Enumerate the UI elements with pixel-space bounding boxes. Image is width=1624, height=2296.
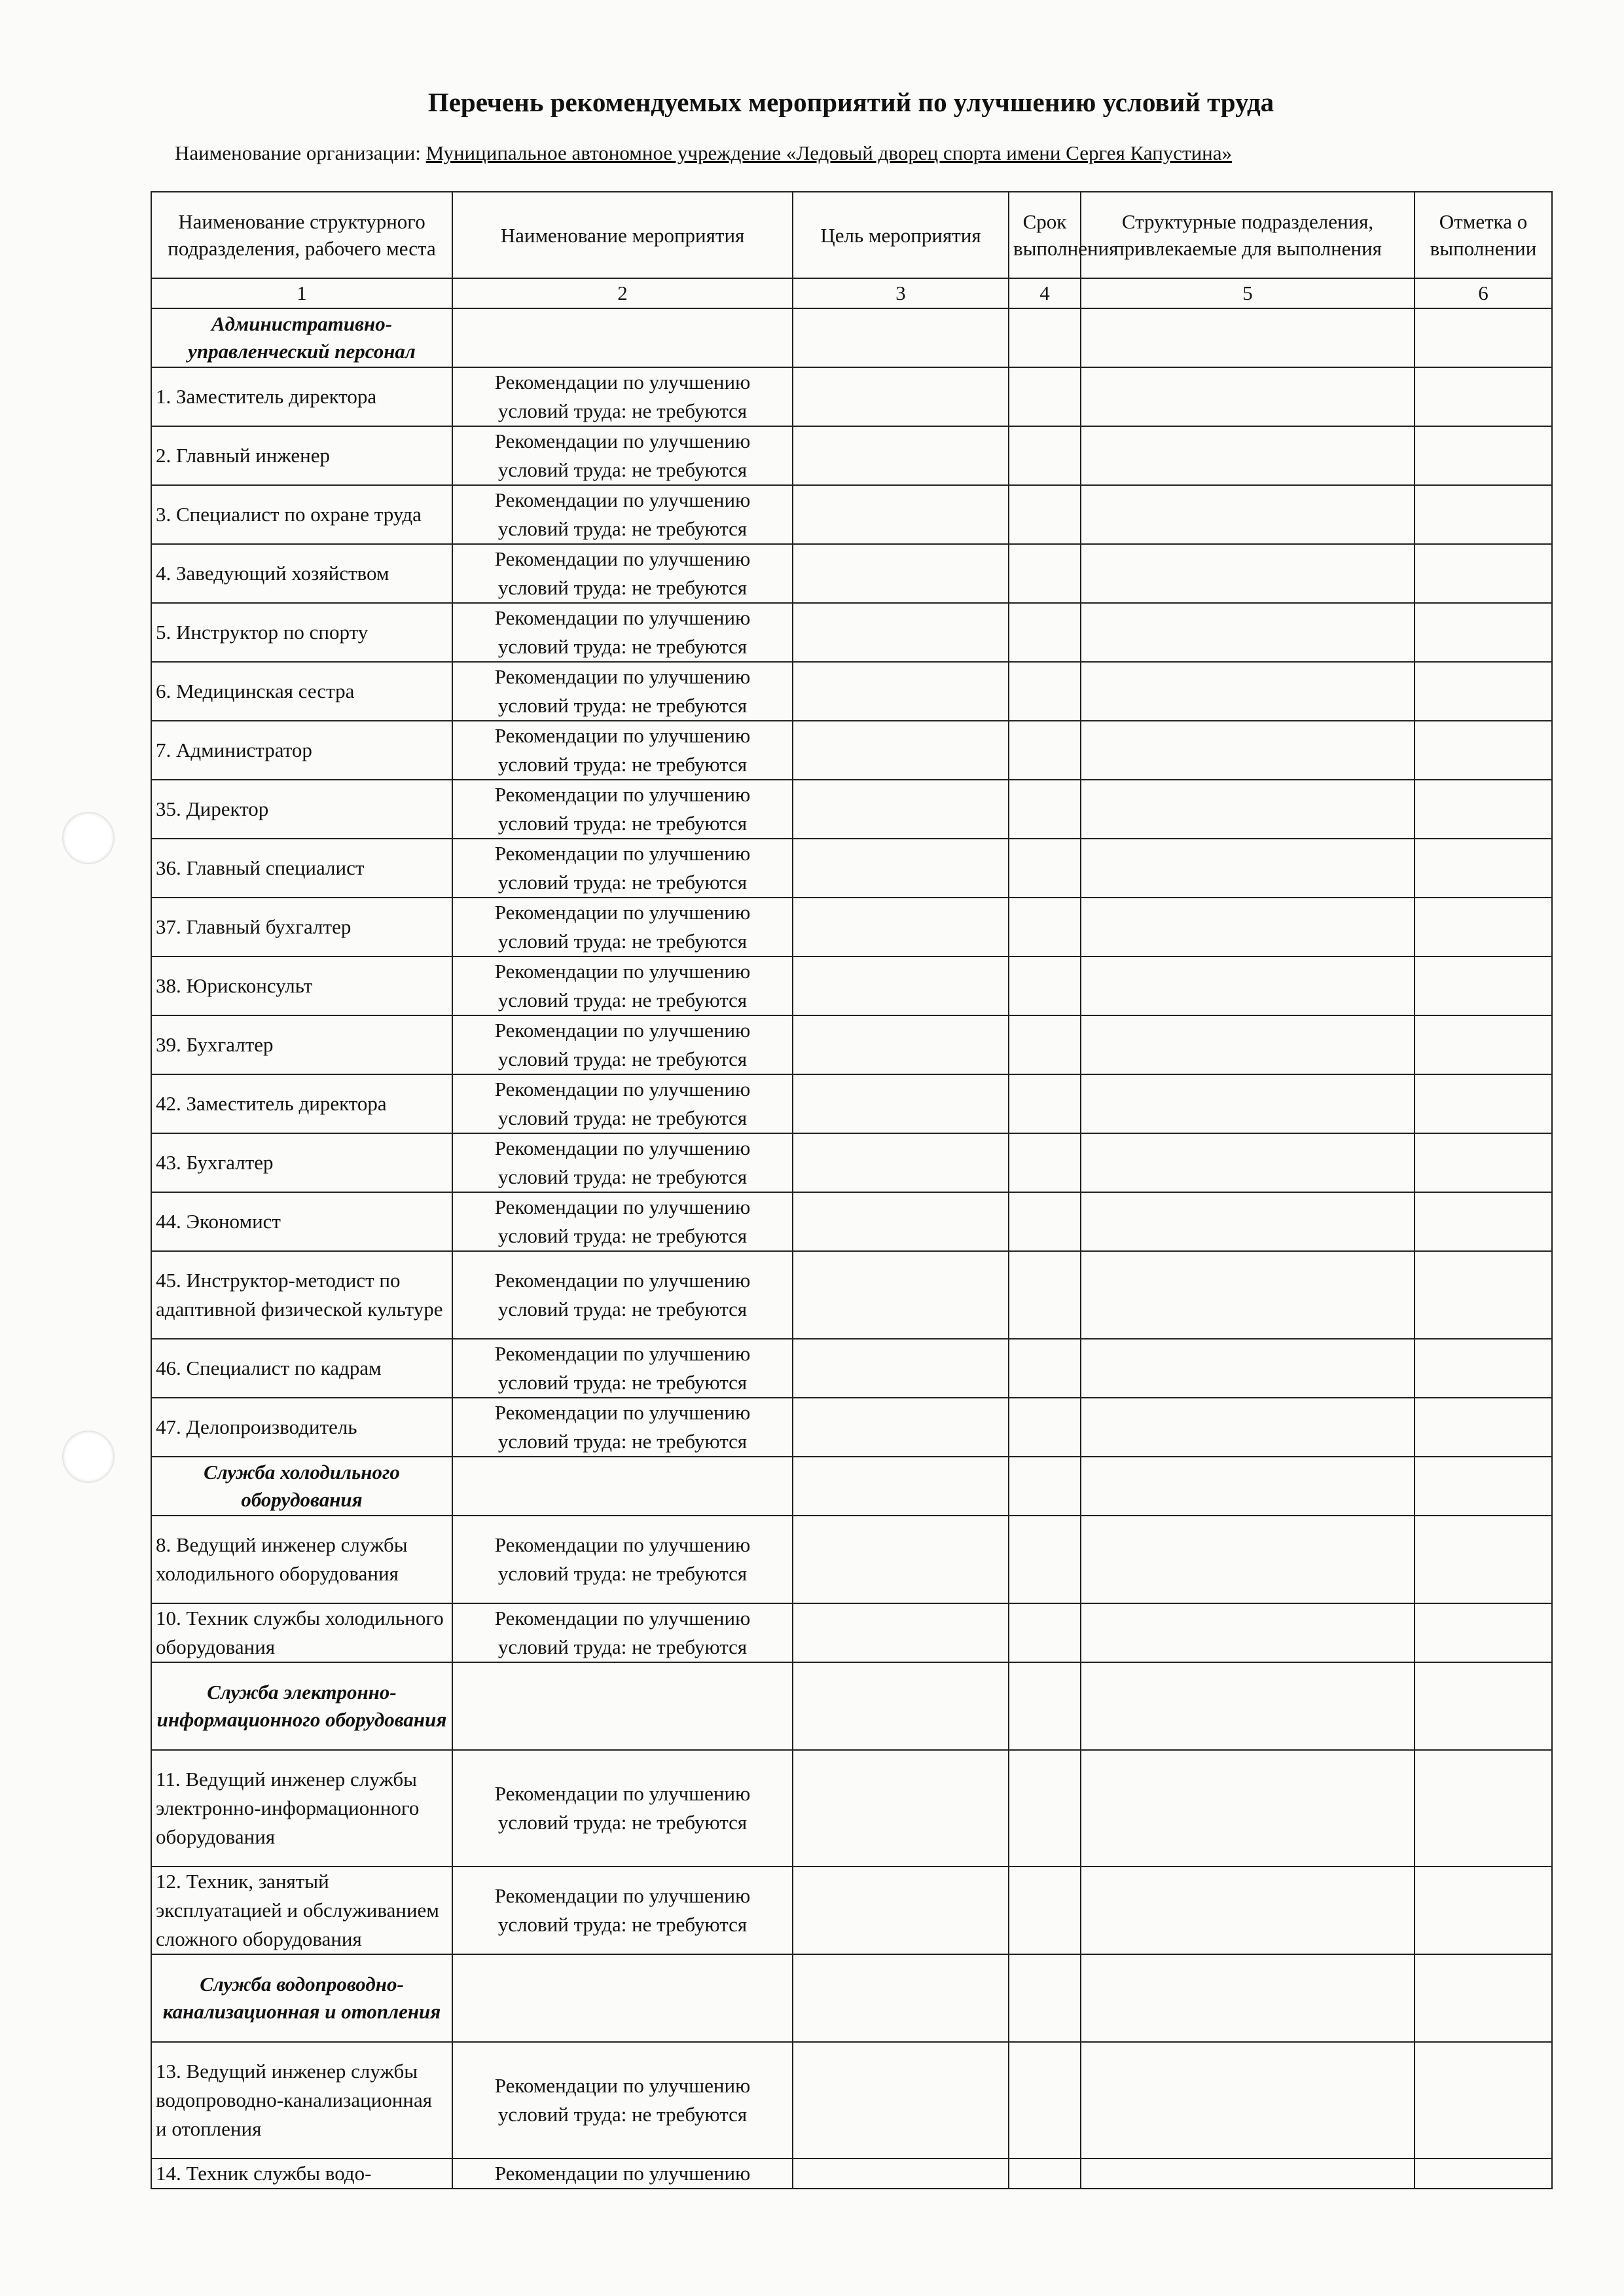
empty-cell — [793, 426, 1009, 485]
empty-cell — [1415, 1251, 1552, 1339]
empty-cell — [1415, 1015, 1552, 1074]
measure-text: Рекомендации по улучшению условий труда: не требуются — [452, 839, 793, 898]
empty-cell — [793, 544, 1009, 603]
workplace-name: 3. Специалист по охране труда — [151, 485, 452, 544]
workplace-name: 13. Ведущий инженер службы водопроводно-канализационная и отопления — [151, 2042, 452, 2159]
empty-cell — [1081, 1133, 1415, 1192]
section-name: Служба водопроводно-канализационная и отопления — [151, 1954, 452, 2042]
empty-cell — [1415, 898, 1552, 957]
workplace-name: 14. Техник службы водо- — [151, 2159, 452, 2189]
organization-label: Наименование организации: — [175, 141, 421, 164]
empty-cell — [1415, 1954, 1552, 2042]
column-number: 1 — [151, 278, 452, 308]
empty-cell — [1009, 2042, 1081, 2159]
empty-cell — [1009, 839, 1081, 898]
empty-cell — [793, 662, 1009, 721]
empty-cell — [793, 1015, 1009, 1074]
empty-cell — [793, 603, 1009, 662]
document-title: Перечень рекомендуемых мероприятий по улучшению условий труда — [427, 87, 1274, 117]
empty-cell — [1081, 1192, 1415, 1251]
table-row — [151, 485, 1552, 544]
document-page — [151, 79, 1551, 2189]
empty-cell — [1415, 1662, 1552, 1750]
measure-text: Рекомендации по улучшению условий труда: не требуются — [452, 957, 793, 1015]
empty-cell — [1415, 1133, 1552, 1192]
empty-cell — [1081, 1867, 1415, 1954]
workplace-name: 44. Экономист — [151, 1192, 452, 1251]
empty-cell — [1081, 721, 1415, 780]
table-row — [151, 662, 1552, 721]
table-row — [151, 1015, 1552, 1074]
empty-cell — [793, 367, 1009, 426]
measure-text: Рекомендации по улучшению условий труда: не требуются — [452, 1867, 793, 1954]
empty-cell — [1415, 1750, 1552, 1867]
workplace-name: 8. Ведущий инженер службы холодильного оборудования — [151, 1516, 452, 1603]
measure-text: Рекомендации по улучшению — [452, 2159, 793, 2189]
empty-cell — [1415, 1339, 1552, 1398]
section-row — [151, 1662, 1552, 1750]
empty-cell — [1009, 1339, 1081, 1398]
measure-text: Рекомендации по улучшению условий труда: не требуются — [452, 1251, 793, 1339]
empty-cell — [1081, 485, 1415, 544]
workplace-name: 7. Администратор — [151, 721, 452, 780]
empty-cell — [452, 308, 793, 367]
empty-cell — [1081, 1251, 1415, 1339]
empty-cell — [452, 1662, 793, 1750]
empty-cell — [793, 2042, 1009, 2159]
empty-cell — [1415, 1867, 1552, 1954]
table-row — [151, 957, 1552, 1015]
empty-cell — [1081, 426, 1415, 485]
section-name: Служба электронно-информационного оборудования — [151, 1662, 452, 1750]
empty-cell — [1081, 603, 1415, 662]
empty-cell — [1081, 2042, 1415, 2159]
empty-cell — [1009, 1457, 1081, 1516]
empty-cell — [1081, 367, 1415, 426]
empty-cell — [1415, 780, 1552, 839]
empty-cell — [1009, 1867, 1081, 1954]
empty-cell — [793, 1954, 1009, 2042]
empty-cell — [793, 898, 1009, 957]
empty-cell — [793, 1398, 1009, 1457]
workplace-name: 35. Директор — [151, 780, 452, 839]
empty-cell — [1415, 2042, 1552, 2159]
punch-hole — [62, 812, 115, 864]
empty-cell — [1415, 721, 1552, 780]
workplace-name: 36. Главный специалист — [151, 839, 452, 898]
empty-cell — [1415, 1074, 1552, 1133]
empty-cell — [793, 721, 1009, 780]
empty-cell — [1081, 1015, 1415, 1074]
empty-cell — [793, 1339, 1009, 1398]
empty-cell — [1415, 367, 1552, 426]
measure-text: Рекомендации по улучшению условий труда: не требуются — [452, 485, 793, 544]
empty-cell — [1081, 1662, 1415, 1750]
empty-cell — [1009, 662, 1081, 721]
measure-text: Рекомендации по улучшению условий труда: не требуются — [452, 1339, 793, 1398]
section-row — [151, 1457, 1552, 1516]
column-number: 6 — [1415, 278, 1552, 308]
column-number: 3 — [793, 278, 1009, 308]
measure-text: Рекомендации по улучшению условий труда: не требуются — [452, 603, 793, 662]
empty-cell — [1009, 1251, 1081, 1339]
measures-table — [151, 191, 1553, 2189]
empty-cell — [1009, 1603, 1081, 1662]
empty-cell — [1009, 898, 1081, 957]
measure-text: Рекомендации по улучшению условий труда: не требуются — [452, 1750, 793, 1867]
empty-cell — [793, 780, 1009, 839]
measure-text: Рекомендации по улучшению условий труда: не требуются — [452, 1074, 793, 1133]
table-row — [151, 1867, 1552, 1954]
empty-cell — [1415, 485, 1552, 544]
table-row — [151, 721, 1552, 780]
measure-text: Рекомендации по улучшению условий труда: не требуются — [452, 1398, 793, 1457]
empty-cell — [1009, 1662, 1081, 1750]
empty-cell — [1009, 721, 1081, 780]
table-row — [151, 2042, 1552, 2159]
measure-text: Рекомендации по улучшению условий труда: не требуются — [452, 1133, 793, 1192]
table-row — [151, 1251, 1552, 1339]
workplace-name: 4. Заведующий хозяйством — [151, 544, 452, 603]
empty-cell — [1081, 1750, 1415, 1867]
workplace-name: 10. Техник службы холодильного оборудования — [151, 1603, 452, 1662]
measure-text: Рекомендации по улучшению условий труда: не требуются — [452, 780, 793, 839]
empty-cell — [1009, 544, 1081, 603]
empty-cell — [1415, 1398, 1552, 1457]
empty-cell — [1415, 2159, 1552, 2189]
column-number: 2 — [452, 278, 793, 308]
measure-text: Рекомендации по улучшению условий труда: не требуются — [452, 2042, 793, 2159]
measure-text: Рекомендации по улучшению условий труда: не требуются — [452, 898, 793, 957]
empty-cell — [1081, 1339, 1415, 1398]
header-completion-mark: Отметка о выполнении — [1415, 192, 1552, 278]
empty-cell — [1081, 1457, 1415, 1516]
empty-cell — [1009, 485, 1081, 544]
empty-cell — [793, 1867, 1009, 1954]
workplace-name: 2. Главный инженер — [151, 426, 452, 485]
table-row — [151, 426, 1552, 485]
empty-cell — [1009, 1074, 1081, 1133]
measure-text: Рекомендации по улучшению условий труда: не требуются — [452, 1603, 793, 1662]
empty-cell — [793, 1457, 1009, 1516]
workplace-name: 43. Бухгалтер — [151, 1133, 452, 1192]
measure-text: Рекомендации по улучшению условий труда: не требуются — [452, 367, 793, 426]
empty-cell — [793, 1192, 1009, 1251]
empty-cell — [1009, 1516, 1081, 1603]
header-deadline: Срок выполнения — [1009, 192, 1081, 278]
header-workplace: Наименование структурного подразделения, рабочего места — [151, 192, 452, 278]
header-goal: Цель мероприятия — [793, 192, 1009, 278]
empty-cell — [793, 1662, 1009, 1750]
empty-cell — [1009, 957, 1081, 1015]
workplace-name: 38. Юрисконсульт — [151, 957, 452, 1015]
workplace-name: 39. Бухгалтер — [151, 1015, 452, 1074]
empty-cell — [793, 2159, 1009, 2189]
section-name: Служба холодильного оборудования — [151, 1457, 452, 1516]
empty-cell — [1081, 1398, 1415, 1457]
table-row — [151, 1516, 1552, 1603]
empty-cell — [793, 1750, 1009, 1867]
table-header-row — [151, 192, 1552, 278]
empty-cell — [1081, 544, 1415, 603]
column-number: 5 — [1081, 278, 1415, 308]
empty-cell — [1009, 367, 1081, 426]
workplace-name: 42. Заместитель директора — [151, 1074, 452, 1133]
empty-cell — [1415, 1192, 1552, 1251]
empty-cell — [1081, 898, 1415, 957]
empty-cell — [1081, 308, 1415, 367]
measure-text: Рекомендации по улучшению условий труда: не требуются — [452, 721, 793, 780]
measure-text: Рекомендации по улучшению условий труда: не требуются — [452, 662, 793, 721]
column-number: 4 — [1009, 278, 1081, 308]
section-row — [151, 1954, 1552, 2042]
empty-cell — [793, 1251, 1009, 1339]
empty-cell — [1081, 1603, 1415, 1662]
empty-cell — [1415, 308, 1552, 367]
empty-cell — [1081, 780, 1415, 839]
empty-cell — [1415, 839, 1552, 898]
table-row — [151, 544, 1552, 603]
header-departments: Структурные подразделения, привлекаемые для выполнения — [1081, 192, 1415, 278]
table-row — [151, 1603, 1552, 1662]
workplace-name: 37. Главный бухгалтер — [151, 898, 452, 957]
table-row — [151, 603, 1552, 662]
empty-cell — [1081, 1954, 1415, 2042]
table-row — [151, 2159, 1552, 2189]
table-row — [151, 1750, 1552, 1867]
workplace-name: 11. Ведущий инженер службы электронно-информационного оборудования — [151, 1750, 452, 1867]
empty-cell — [793, 1603, 1009, 1662]
empty-cell — [793, 839, 1009, 898]
measure-text: Рекомендации по улучшению условий труда: не требуются — [452, 1015, 793, 1074]
empty-cell — [1009, 1750, 1081, 1867]
table-row — [151, 367, 1552, 426]
empty-cell — [1415, 957, 1552, 1015]
column-numbers-row — [151, 278, 1552, 308]
organization-line — [175, 141, 1551, 165]
empty-cell — [1081, 2159, 1415, 2189]
empty-cell — [1415, 1457, 1552, 1516]
workplace-name: 47. Делопроизводитель — [151, 1398, 452, 1457]
table-row — [151, 1074, 1552, 1133]
empty-cell — [793, 957, 1009, 1015]
punch-hole — [62, 1430, 115, 1483]
workplace-name: 12. Техник, занятый эксплуатацией и обслуживанием сложного оборудования — [151, 1867, 452, 1954]
section-name: Административно-управленческий персонал — [151, 308, 452, 367]
empty-cell — [452, 1457, 793, 1516]
empty-cell — [1415, 426, 1552, 485]
table-row — [151, 1398, 1552, 1457]
empty-cell — [1009, 1398, 1081, 1457]
table-row — [151, 1339, 1552, 1398]
empty-cell — [452, 1954, 793, 2042]
empty-cell — [793, 1074, 1009, 1133]
table-row — [151, 839, 1552, 898]
measure-text: Рекомендации по улучшению условий труда: не требуются — [452, 1192, 793, 1251]
empty-cell — [793, 485, 1009, 544]
empty-cell — [1081, 839, 1415, 898]
measure-text: Рекомендации по улучшению условий труда: не требуются — [452, 544, 793, 603]
table-row — [151, 780, 1552, 839]
measure-text: Рекомендации по улучшению условий труда: не требуются — [452, 426, 793, 485]
empty-cell — [1009, 1192, 1081, 1251]
empty-cell — [1081, 1074, 1415, 1133]
empty-cell — [1081, 957, 1415, 1015]
section-row — [151, 308, 1552, 367]
empty-cell — [1415, 662, 1552, 721]
empty-cell — [1415, 544, 1552, 603]
workplace-name: 5. Инструктор по спорту — [151, 603, 452, 662]
empty-cell — [1009, 426, 1081, 485]
empty-cell — [1415, 1603, 1552, 1662]
organization-name: Муниципальное автономное учреждение «Ледовый дворец спорта имени Сергея Капустина» — [425, 141, 1233, 164]
workplace-name: 1. Заместитель директора — [151, 367, 452, 426]
empty-cell — [1009, 308, 1081, 367]
empty-cell — [1009, 603, 1081, 662]
empty-cell — [1415, 603, 1552, 662]
workplace-name: 46. Специалист по кадрам — [151, 1339, 452, 1398]
empty-cell — [1009, 1954, 1081, 2042]
workplace-name: 6. Медицинская сестра — [151, 662, 452, 721]
empty-cell — [1009, 2159, 1081, 2189]
header-measure: Наименование мероприятия — [452, 192, 793, 278]
table-row — [151, 898, 1552, 957]
measure-text: Рекомендации по улучшению условий труда: не требуются — [452, 1516, 793, 1603]
empty-cell — [793, 1516, 1009, 1603]
workplace-name: 45. Инструктор-методист по адаптивной физической культуре — [151, 1251, 452, 1339]
empty-cell — [1009, 780, 1081, 839]
empty-cell — [793, 1133, 1009, 1192]
table-row — [151, 1192, 1552, 1251]
empty-cell — [1009, 1015, 1081, 1074]
empty-cell — [1009, 1133, 1081, 1192]
empty-cell — [793, 308, 1009, 367]
table-row — [151, 1133, 1552, 1192]
empty-cell — [1081, 1516, 1415, 1603]
empty-cell — [1081, 662, 1415, 721]
empty-cell — [1415, 1516, 1552, 1603]
